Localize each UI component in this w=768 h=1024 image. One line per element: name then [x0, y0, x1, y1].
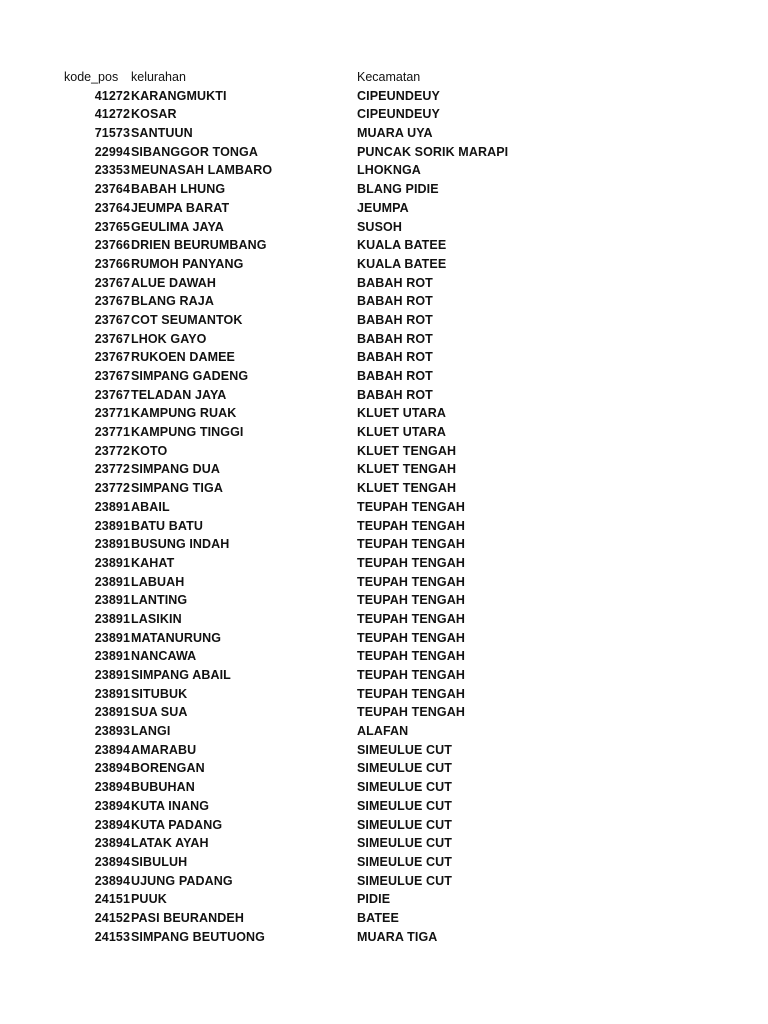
kelurahan-cell: PASI BEURANDEH [131, 910, 244, 925]
kelurahan-cell: SITUBUK [131, 686, 188, 701]
kecamatan-cell: SIMEULUE CUT [357, 817, 452, 832]
kode-pos-cell: 71573 [94, 126, 130, 141]
kecamatan-cell: PUNCAK SORIK MARAPI [357, 144, 509, 159]
kecamatan-cell: SIMEULUE CUT [357, 761, 452, 776]
kode-pos-cell: 23894 [94, 854, 130, 869]
table-row [0, 236, 768, 255]
kecamatan-cell: TEUPAH TENGAH [357, 537, 466, 552]
kecamatan-cell: TEUPAH TENGAH [357, 705, 466, 720]
table-row [0, 311, 768, 330]
kecamatan-cell: SIMEULUE CUT [357, 742, 452, 757]
table-row [0, 853, 768, 872]
kecamatan-cell: BABAH ROT [357, 331, 433, 346]
kode-pos-cell: 23894 [94, 761, 130, 776]
table-row [0, 685, 768, 704]
table-row [0, 404, 768, 423]
kode-pos-cell: 23894 [94, 836, 130, 851]
kelurahan-cell: SANTUUN [131, 126, 193, 141]
kelurahan-cell: NANCAWA [131, 649, 197, 664]
kelurahan-cell: UJUNG PADANG [131, 873, 233, 888]
kode-pos-cell: 23891 [94, 649, 130, 664]
kelurahan-cell: LANGI [131, 724, 171, 739]
kelurahan-cell: SIMPANG DUA [131, 462, 221, 477]
kode-pos-cell: 23891 [94, 555, 130, 570]
kecamatan-cell: TEUPAH TENGAH [357, 686, 466, 701]
kelurahan-cell: JEUMPA BARAT [131, 200, 230, 215]
kode-pos-cell: 23767 [94, 350, 130, 365]
kode-pos-cell: 23891 [94, 705, 130, 720]
kode-pos-cell: 23772 [94, 481, 130, 496]
table-row [0, 199, 768, 218]
kelurahan-cell: BUBUHAN [131, 780, 195, 795]
table-row [0, 647, 768, 666]
kode-pos-cell: 23764 [94, 200, 130, 215]
kelurahan-cell: TELADAN JAYA [131, 387, 227, 402]
kelurahan-cell: SUA SUA [131, 705, 188, 720]
kecamatan-cell: BABAH ROT [357, 312, 433, 327]
table-row [0, 909, 768, 928]
table-row [0, 423, 768, 442]
table-row [0, 274, 768, 293]
table-row [0, 535, 768, 554]
kelurahan-cell: SIMPANG GADENG [131, 369, 249, 383]
header-kode-pos: kode_pos [64, 70, 119, 84]
kelurahan-cell: RUKOEN DAMEE [131, 350, 235, 365]
kelurahan-cell: BUSUNG INDAH [131, 537, 230, 552]
kelurahan-cell: LASIKIN [131, 611, 182, 626]
kecamatan-cell: TEUPAH TENGAH [357, 555, 466, 570]
kecamatan-cell: SIMEULUE CUT [357, 873, 452, 888]
kecamatan-cell: KLUET TENGAH [357, 481, 457, 496]
kecamatan-cell: LHOKNGA [357, 163, 421, 178]
kelurahan-cell: RUMOH PANYANG [131, 256, 244, 271]
kelurahan-cell: LHOK GAYO [131, 331, 207, 346]
kode-pos-cell: 23772 [94, 443, 130, 458]
kode-pos-cell: 23894 [94, 798, 130, 813]
kecamatan-cell: SUSOH [357, 219, 402, 234]
kecamatan-cell: SIMEULUE CUT [357, 780, 452, 795]
kecamatan-cell: KUALA BATEE [357, 256, 447, 271]
kecamatan-cell: KLUET UTARA [357, 406, 447, 421]
kode-pos-cell: 23771 [94, 425, 130, 440]
kecamatan-cell: SIMEULUE CUT [357, 836, 452, 851]
table-row [0, 479, 768, 498]
kecamatan-cell: BABAH ROT [357, 369, 433, 383]
kelurahan-cell: KUTA INANG [131, 798, 210, 813]
table-row [0, 143, 768, 162]
kelurahan-cell: COT SEUMANTOK [131, 312, 243, 327]
kecamatan-cell: TEUPAH TENGAH [357, 668, 466, 682]
kelurahan-cell: DRIEN BEURUMBANG [131, 238, 267, 253]
kelurahan-cell: SIBANGGOR TONGA [131, 144, 258, 159]
kelurahan-cell: BATU BATU [131, 518, 203, 533]
kecamatan-cell: MUARA UYA [357, 126, 433, 141]
kelurahan-cell: KAMPUNG TINGGI [131, 425, 244, 440]
kecamatan-cell: KLUET UTARA [357, 425, 447, 440]
kode-pos-cell: 41272 [94, 88, 130, 103]
kelurahan-cell: AMARABU [131, 742, 197, 757]
kode-pos-cell: 23891 [94, 611, 130, 626]
postal-code-sheet [0, 68, 768, 946]
kode-pos-cell: 23767 [94, 369, 130, 383]
kecamatan-cell: KLUET TENGAH [357, 462, 457, 477]
kode-pos-cell: 23891 [94, 499, 130, 514]
kode-pos-cell: 23891 [94, 537, 130, 552]
kecamatan-cell: BABAH ROT [357, 275, 433, 290]
table-row [0, 348, 768, 367]
kode-pos-cell: 23353 [94, 163, 130, 178]
kode-pos-cell: 23767 [94, 331, 130, 346]
table-row [0, 816, 768, 835]
table-row [0, 591, 768, 610]
kode-pos-cell: 23765 [94, 219, 130, 234]
kecamatan-cell: BABAH ROT [357, 350, 433, 365]
kecamatan-cell: BLANG PIDIE [357, 182, 439, 197]
kelurahan-cell: ABAIL [131, 499, 170, 514]
kode-pos-cell: 23894 [94, 742, 130, 757]
table-row [0, 703, 768, 722]
table-row [0, 292, 768, 311]
kecamatan-cell: TEUPAH TENGAH [357, 593, 466, 608]
table-row [0, 442, 768, 461]
kode-pos-cell: 24153 [94, 929, 130, 944]
kelurahan-cell: KOTO [131, 443, 168, 458]
kode-pos-cell: 23771 [94, 406, 130, 421]
table-row [0, 872, 768, 891]
header-kelurahan: kelurahan [131, 70, 186, 84]
kode-pos-cell: 23891 [94, 593, 130, 608]
kecamatan-cell: KLUET TENGAH [357, 443, 457, 458]
table-row [0, 573, 768, 592]
table-row [0, 610, 768, 629]
kelurahan-cell: LANTING [131, 593, 188, 608]
kecamatan-cell: TEUPAH TENGAH [357, 574, 466, 589]
kecamatan-cell: TEUPAH TENGAH [357, 518, 466, 533]
kelurahan-cell: SIMPANG TIGA [131, 481, 223, 496]
table-row [0, 498, 768, 517]
kode-pos-cell: 23766 [94, 256, 130, 271]
table-row [0, 460, 768, 479]
kelurahan-cell: KUTA PADANG [131, 817, 223, 832]
kode-pos-cell: 23891 [94, 630, 130, 645]
kecamatan-cell: JEUMPA [357, 200, 409, 215]
table-row [0, 629, 768, 648]
kode-pos-cell: 23894 [94, 817, 130, 832]
table-row [0, 797, 768, 816]
kecamatan-cell: BABAH ROT [357, 387, 433, 402]
kecamatan-cell: CIPEUNDEUY [357, 88, 440, 103]
kode-pos-cell: 23767 [94, 294, 130, 309]
kecamatan-cell: TEUPAH TENGAH [357, 611, 466, 626]
kode-pos-cell: 23891 [94, 518, 130, 533]
kode-pos-cell: 23893 [94, 724, 130, 739]
kecamatan-cell: ALAFAN [357, 724, 409, 739]
table-row [0, 741, 768, 760]
kelurahan-cell: KAMPUNG RUAK [131, 406, 237, 421]
kelurahan-cell: GEULIMA JAYA [131, 219, 224, 234]
table-row [0, 517, 768, 536]
table-row [0, 554, 768, 573]
kelurahan-cell: SIBULUH [131, 854, 188, 869]
kecamatan-cell: TEUPAH TENGAH [357, 499, 466, 514]
kode-pos-cell: 23891 [94, 574, 130, 589]
table-row [0, 778, 768, 797]
kode-pos-cell: 24151 [94, 892, 130, 907]
kelurahan-cell: BABAH LHUNG [131, 182, 226, 197]
table-row [0, 105, 768, 124]
kelurahan-cell: KAHAT [131, 555, 175, 570]
kode-pos-cell: 23767 [94, 275, 130, 290]
kelurahan-cell: LATAK AYAH [131, 836, 209, 851]
kelurahan-cell: PUUK [131, 892, 167, 907]
kode-pos-cell: 23891 [94, 686, 130, 701]
kelurahan-cell: MATANURUNG [131, 630, 222, 645]
kecamatan-cell: PIDIE [357, 892, 391, 907]
table-row [0, 87, 768, 106]
table-row [0, 722, 768, 741]
kode-pos-cell: 23891 [94, 668, 130, 682]
kode-pos-cell: 23772 [94, 462, 130, 477]
table-row [0, 180, 768, 199]
kecamatan-cell: TEUPAH TENGAH [357, 630, 466, 645]
kelurahan-cell: MEUNASAH LAMBARO [131, 163, 273, 178]
table-row [0, 386, 768, 405]
kode-pos-cell: 23767 [94, 387, 130, 402]
kecamatan-cell: CIPEUNDEUY [357, 107, 440, 122]
kecamatan-cell: MUARA TIGA [357, 929, 438, 944]
kode-pos-cell: 23764 [94, 182, 130, 197]
table-row [0, 928, 768, 947]
data-rows [0, 87, 768, 947]
kecamatan-cell: SIMEULUE CUT [357, 798, 452, 813]
kode-pos-cell: 22994 [94, 144, 130, 159]
table-row [0, 834, 768, 853]
table-row [0, 330, 768, 349]
header-row [0, 68, 768, 87]
header-kecamatan: Kecamatan [357, 70, 421, 84]
kelurahan-cell: SIMPANG ABAIL [131, 668, 231, 682]
kelurahan-cell: KOSAR [131, 107, 177, 122]
table-row [0, 124, 768, 143]
kecamatan-cell: BABAH ROT [357, 294, 433, 309]
kode-pos-cell: 23894 [94, 873, 130, 888]
table-row [0, 666, 768, 685]
kelurahan-cell: SIMPANG BEUTUONG [131, 929, 266, 944]
kode-pos-cell: 24152 [94, 910, 130, 925]
kode-pos-cell: 23894 [94, 780, 130, 795]
kelurahan-cell: BLANG RAJA [131, 294, 214, 309]
kelurahan-cell: LABUAH [131, 574, 185, 589]
kecamatan-cell: BATEE [357, 910, 399, 925]
kode-pos-cell: 23766 [94, 238, 130, 253]
kelurahan-cell: KARANGMUKTI [131, 88, 227, 103]
kecamatan-cell: SIMEULUE CUT [357, 854, 452, 869]
table-row [0, 759, 768, 778]
kecamatan-cell: KUALA BATEE [357, 238, 447, 253]
kelurahan-cell: BORENGAN [131, 761, 205, 776]
kode-pos-cell: 23767 [94, 312, 130, 327]
table-row [0, 367, 768, 386]
table-row [0, 218, 768, 237]
kelurahan-cell: ALUE DAWAH [131, 275, 217, 290]
table-row [0, 255, 768, 274]
table-row [0, 161, 768, 180]
kecamatan-cell: TEUPAH TENGAH [357, 649, 466, 664]
table-row [0, 890, 768, 909]
kode-pos-cell: 41272 [94, 107, 130, 122]
